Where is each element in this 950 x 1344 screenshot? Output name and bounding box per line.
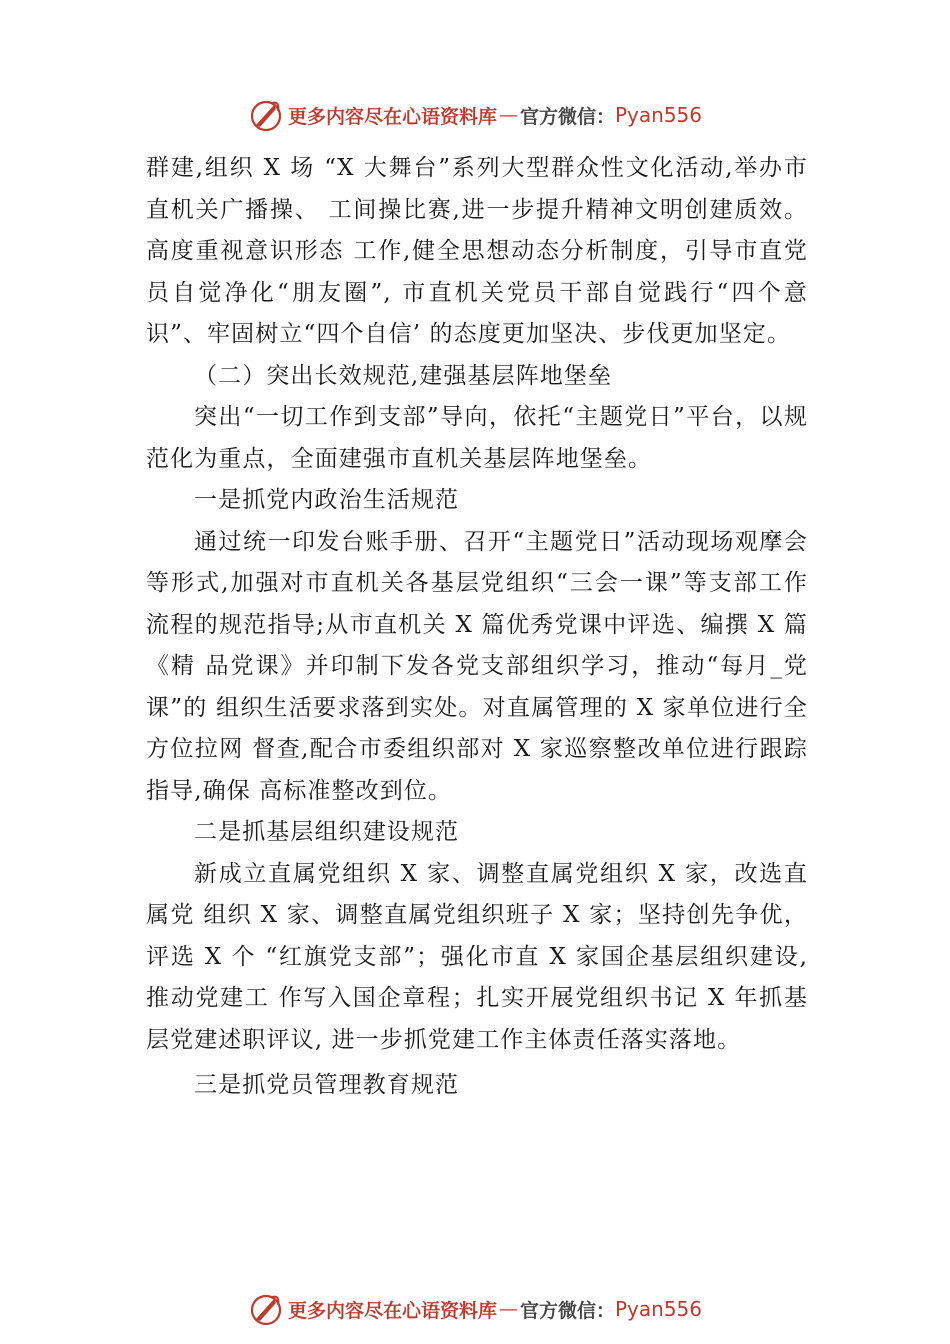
watermark-brand: 更多内容尽在心语资料库	[287, 105, 497, 128]
watermark-header	[0, 93, 950, 137]
watermark-footer	[0, 1287, 950, 1331]
paragraph-political-life: 通过统一印发台账手册、召开“主题党日”活动现场观摩会 等形式,加强对市直机关各基层党组织“三会一课”等支部工作 流程的规范指导;从市直机关 X 篇优秀党课中评选、编撰 X 篇《精 品党课》并印制下发各党支部组织学习，推动“每月_党课”的 组织生活要求落到实处。对直属管理的 X 家单位进行全方位拉网 督查,配合市委组织部对 X 家巡察整改单位进行跟踪指导,确保 高标准整改到位。	[146, 528, 808, 804]
subheading-organization-building: 二是抓基层组织建设规范	[194, 819, 460, 845]
quill-logo-icon	[248, 97, 284, 133]
section-heading-2: （二）突出长效规范,建强基层阵地堡垒	[194, 362, 613, 389]
watermark-brand: 更多内容尽在心语资料库	[287, 1299, 497, 1322]
paragraph-culture: 群建,组织 X 场 “X 大舞台”系列大型群众性文化活动,举办市直机关广播操、 工间操比赛,进一步提升精神文明创建质效。高度重视意识形态 工作,健全思想动态分析制度，引导市直党员自觉净化“朋友圈”, 市直机关党员干部自觉践行“四个意识”、牢固树立“四个自信’ 的态度更加坚决、步伐更加坚定。	[146, 155, 808, 347]
paragraph-branch-orientation: 突出“一切工作到支部”导向，依托“主题党日”平台，以规范化为重点，全面建强市直机关基层阵地堡垒。	[146, 404, 808, 472]
subheading-political-life: 一是抓党内政治生活规范	[194, 487, 460, 513]
paragraph-organization-building: 新成立直属党组织 X 家、调整直属党组织 X 家，改选直属党 组织 X 家、调整直属党组织班子 X 家；坚持创先争优， 评选 X 个 “红旗党支部”；强化市直 X 家国企基层组织建设, 推动党建工 作写入国企章程；扎实开展党组织书记 X 年抓基层党建述职评议, 进一步抓党建工作主体责任落实落地。	[146, 860, 808, 1053]
watermark-label: 官方微信：	[519, 1299, 615, 1322]
watermark-wechat-id: Pyan556	[615, 103, 703, 127]
watermark-wechat-id: Pyan556	[615, 1297, 703, 1321]
watermark-separator: —	[498, 1298, 518, 1320]
subheading-member-education: 三是抓党员管理教育规范	[194, 1072, 460, 1098]
document-body	[146, 148, 808, 1107]
watermark-label: 官方微信：	[519, 105, 615, 128]
watermark-separator: —	[498, 104, 518, 126]
quill-logo-icon	[248, 1291, 284, 1327]
